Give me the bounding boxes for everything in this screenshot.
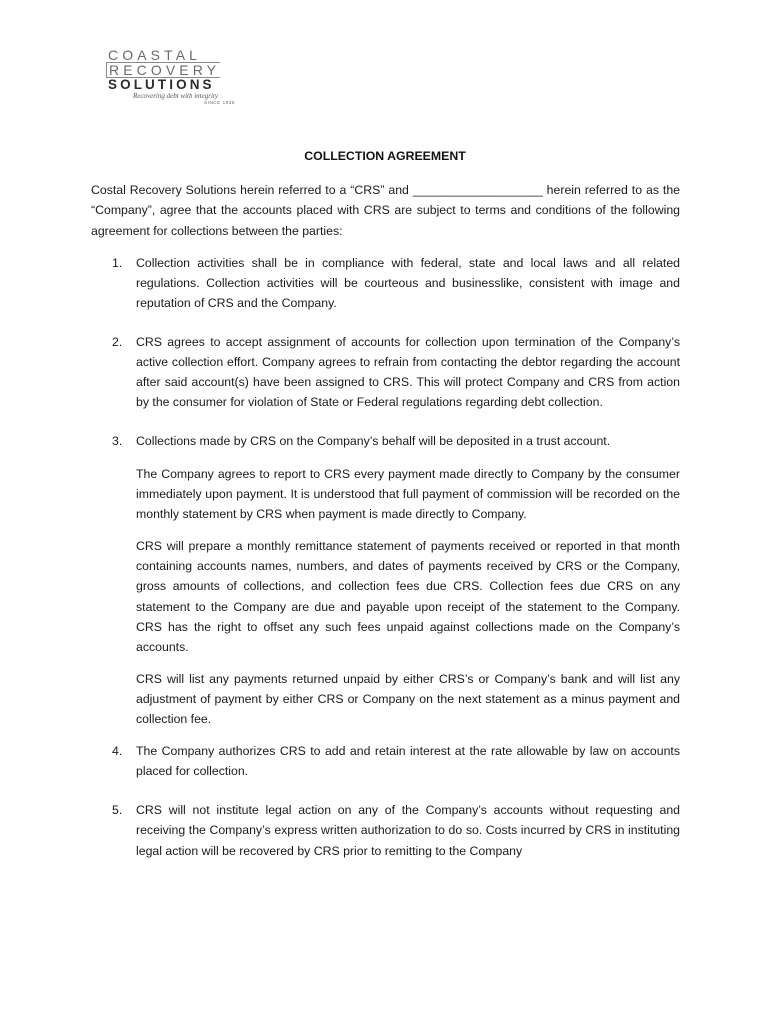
agreement-clauses <box>91 253 680 861</box>
clause-paragraph: CRS will list any payments returned unpaid by either CRS’s or Company’s bank and will list any adjustment of payment by either CRS or Company on the next statement as a minus payment and collection fee. <box>136 672 680 727</box>
clause-number: 4. <box>112 744 123 759</box>
logo-since: SINCE 1936 <box>204 100 236 105</box>
document-title: COLLECTION AGREEMENT <box>304 149 466 163</box>
clause-paragraph: CRS will prepare a monthly remittance statement of payments received or reported in that month containing accounts names, numbers, and dates of payments received by CRS or the Company, gross amounts of collections, and collection fees due CRS. Collection fees due CRS on any statement to the Company are due and payable upon receipt of the statement to the Company. CRS has the right to offset any such fees unpaid against collections made on the Company’s accounts. <box>136 539 680 654</box>
clause-paragraph: CRS agrees to accept assignment of accounts for collection upon termination of the Company’s active collection effort. Company agrees to refrain from contacting the debtor regarding the account after said account(s) have been assigned to CRS. This will protect Company and CRS from action by the consumer for violation of State or Federal regulations regarding debt collection. <box>136 334 680 409</box>
logo-line-solutions: SOLUTIONS <box>108 77 215 92</box>
clause-paragraph: Collection activities shall be in compliance with federal, state and local laws and all related regulations. Collection activities will be courteous and businesslike, consistent with image and reputation of CRS and the Company. <box>136 256 680 311</box>
clause-4 <box>91 741 680 781</box>
clause-paragraph: The Company agrees to report to CRS every payment made directly to Company by the consumer immediately upon payment. It is understood that full payment of commission will be recorded on the monthly statement by CRS when payment is made directly to Company. <box>136 466 680 521</box>
clause-number: 2. <box>112 334 123 349</box>
clause-number: 1. <box>112 256 123 270</box>
logo-line-recovery: RECOVERY <box>106 62 220 78</box>
clause-paragraph: Collections made by CRS on the Company’s behalf will be deposited in a trust account. <box>136 434 611 449</box>
clause-number: 3. <box>112 434 123 449</box>
clause-5 <box>91 800 680 860</box>
intro-paragraph: Costal Recovery Solutions herein referred to a “CRS” and ___________________ herein referred to as the “Company”, agree that the accounts placed with CRS are subject to terms and conditions of the following agreement for collections between the parties: <box>91 183 680 238</box>
logo-line-coastal: COASTAL <box>108 47 202 63</box>
clause-3 <box>91 431 680 729</box>
clause-number: 5. <box>112 803 123 818</box>
clause-paragraph: The Company authorizes CRS to add and retain interest at the rate allowable by law on accounts placed for collection. <box>136 744 680 779</box>
logo-tagline: Recovering debt with integrity <box>133 92 218 100</box>
clause-paragraph: CRS will not institute legal action on any of the Company’s accounts without requesting and receiving the Company’s express written authorization to do so. Costs incurred by CRS in instituting legal action will be recovered by CRS prior to remitting to the Company <box>136 803 680 858</box>
company-logo <box>106 48 248 108</box>
clause-2 <box>91 332 680 412</box>
clause-1 <box>91 253 680 313</box>
